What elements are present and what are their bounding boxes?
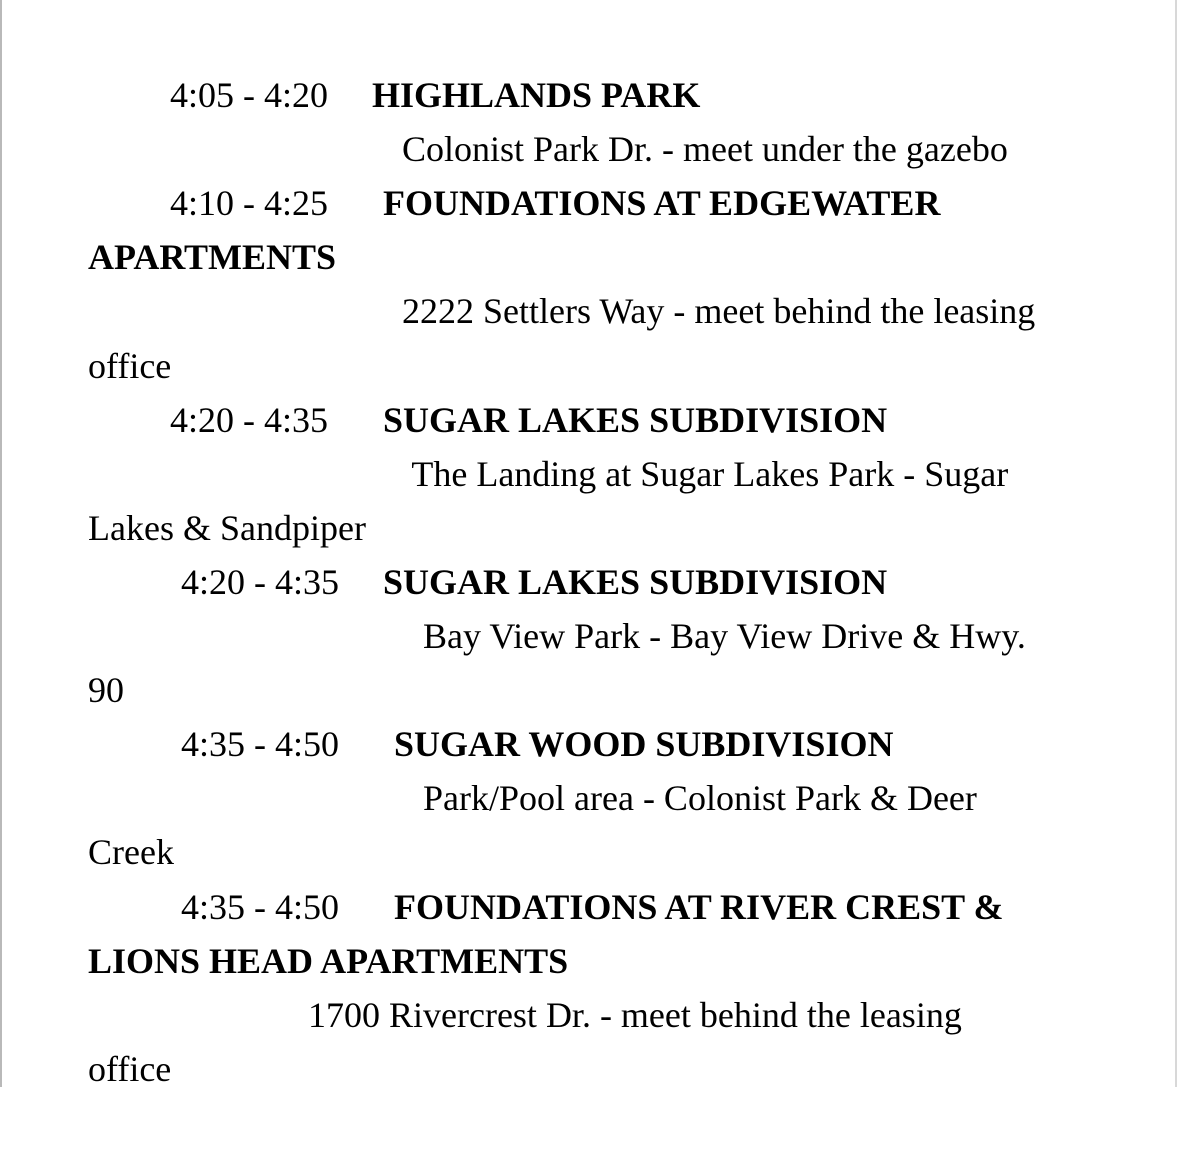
stop-name: SUGAR LAKES SUBDIVISION [383, 399, 888, 440]
location-text: Creek [88, 832, 174, 873]
location-text: Lakes & Sandpiper [88, 507, 366, 548]
schedule-entry-heading [52, 14, 1132, 116]
stop-name: HIGHLANDS PARK [372, 75, 701, 116]
time-range: 4:20 - 4:35 [181, 561, 339, 602]
location-text: Park/Pool area - Colonist Park & Deer [423, 778, 977, 819]
schedule-entry-heading [52, 825, 1132, 927]
time-range: 4:35 - 4:50 [181, 724, 339, 765]
stop-name: SUGAR LAKES SUBDIVISION [383, 561, 888, 602]
location-text: office [88, 345, 172, 386]
location-text: 90 [88, 670, 124, 711]
location-text: Bay View Park - Bay View Drive & Hwy. [423, 616, 1026, 657]
schedule-entry-heading [52, 663, 1132, 765]
stop-name: SUGAR WOOD SUBDIVISION [394, 724, 894, 765]
location-text: 2222 Settlers Way - meet behind the leasing [402, 291, 1036, 332]
stop-name: APARTMENTS [88, 237, 337, 278]
time-range: 4:20 - 4:35 [170, 399, 328, 440]
location-text: office [88, 1048, 172, 1089]
location-text: The Landing at Sugar Lakes Park - Sugar [411, 453, 1009, 494]
location-text: Colonist Park Dr. - meet under the gazebo [402, 129, 1008, 170]
time-range: 4:05 - 4:20 [170, 75, 328, 116]
schedule-entry-heading [52, 339, 1132, 440]
schedule-document [52, 14, 1132, 1089]
time-range: 4:10 - 4:25 [170, 183, 328, 224]
stop-name: LIONS HEAD APARTMENTS [88, 940, 569, 981]
location-text: 1700 Rivercrest Dr. - meet behind the leasing [308, 994, 962, 1035]
stop-name: FOUNDATIONS AT EDGEWATER [383, 183, 941, 224]
stop-name: FOUNDATIONS AT RIVER CREST & [394, 886, 1004, 927]
time-range: 4:35 - 4:50 [181, 886, 339, 927]
